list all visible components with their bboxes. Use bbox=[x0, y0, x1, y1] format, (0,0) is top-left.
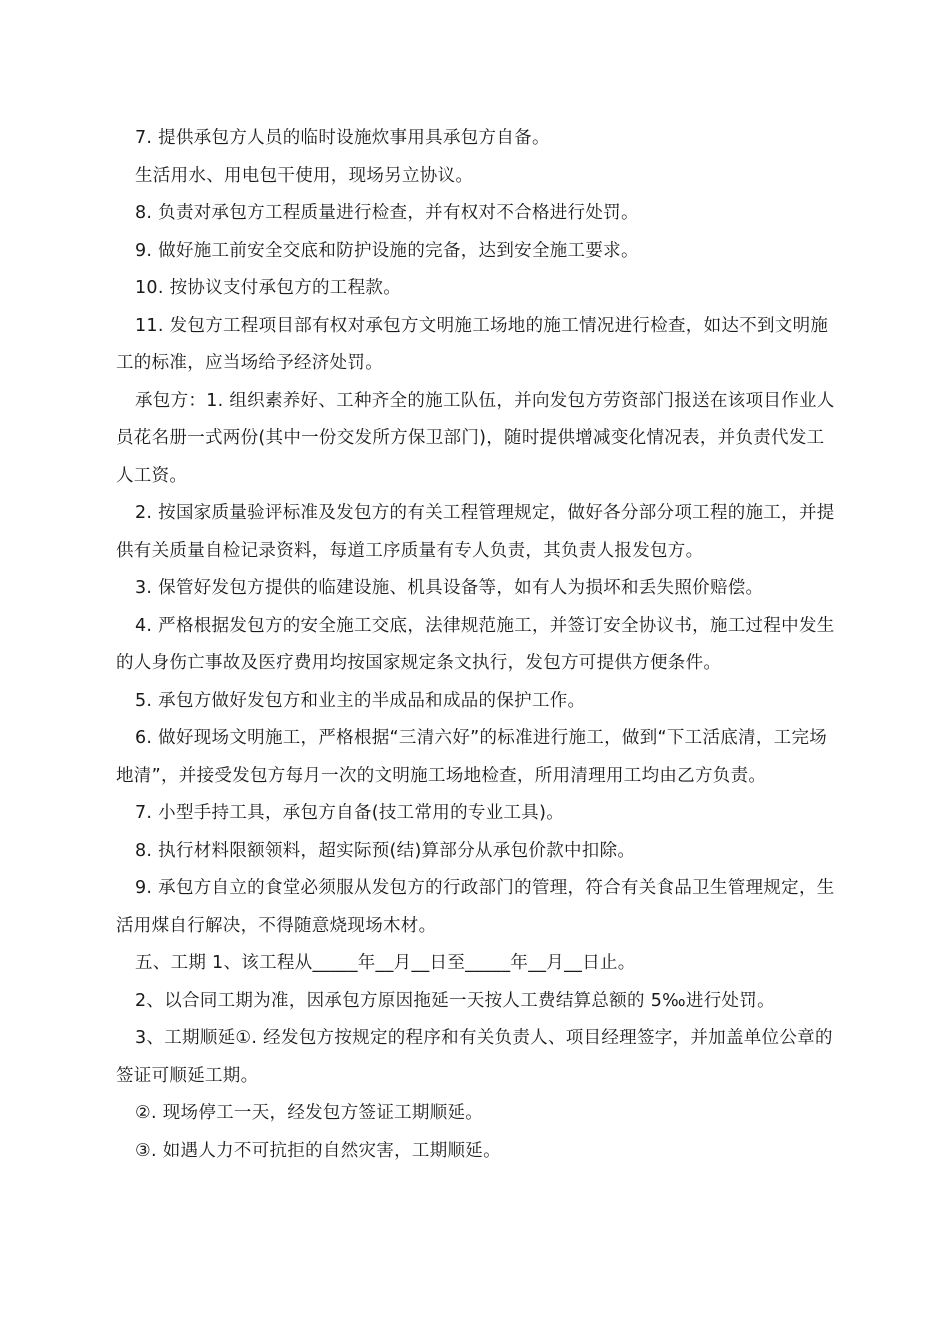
clause-8-quality-inspection: 8. 负责对承包方工程质量进行检查，并有权对不合格进行处罚。 bbox=[135, 203, 639, 223]
clause-11-site-inspection: 11. 发包方工程项目部有权对承包方文明施工场地的施工情况进行检查，如达不到文明施工的标准，应当场给予经济处罚。 bbox=[116, 315, 829, 373]
schedule-clause-2-delay-penalty: 2、以合同工期为准，因承包方原因拖延一天按人工费结算总额的 5‰进行处罚。 bbox=[135, 990, 775, 1011]
contractor-clause-5-protection: 5. 承包方做好发包方和业主的半成品和成品的保护工作。 bbox=[135, 690, 586, 711]
contractor-clause-6-civilized-site: 6. 做好现场文明施工，严格根据“三清六好”的标准进行施工，做到“下工活底清，工完场地清”，并接受发包方每月一次的文明施工场地检查，所用清理用工均由乙方负责。 bbox=[116, 728, 828, 786]
contractor-clause-7-tools: 7. 小型手持工具，承包方自备(技工常用的专业工具)。 bbox=[135, 803, 565, 823]
extension-item-2-stoppage: ②. 现场停工一天，经发包方签证工期顺延。 bbox=[135, 1103, 484, 1123]
contractor-clause-1-team: 承包方：1. 组织素养好、工种齐全的施工队伍，并向发包方劳资部门报送在该项目作业人员花名册一式两份(其中一份交发所方保卫部门)，随时提供增减变化情况表，并负责代发工人工资。 bbox=[116, 390, 835, 486]
clause-7-temporary-facilities: 7. 提供承包方人员的临时设施炊事用具承包方自备。 bbox=[135, 128, 550, 148]
contractor-clause-2-quality: 2. 按国家质量验评标准及发包方的有关工程管理规定，做好各分部分项工程的施工，并提供有关质量自检记录资料，每道工序质量有专人负责，其负责人报发包方。 bbox=[116, 503, 835, 561]
contractor-clause-9-canteen: 9. 承包方自立的食堂必须服从发包方的行政部门的管理，符合有关食品卫生管理规定，生活用煤自行解决，不得随意烧现场木材。 bbox=[116, 878, 835, 936]
clause-10-payment: 10. 按协议支付承包方的工程款。 bbox=[135, 278, 401, 298]
extension-item-3-force-majeure: ③. 如遇人力不可抗拒的自然灾害，工期顺延。 bbox=[135, 1140, 501, 1161]
contractor-clause-4-safety: 4. 严格根据发包方的安全施工交底，法律规范施工，并签订安全协议书，施工过程中发生的人身伤亡事故及医疗费用均按国家规定条文执行，发包方可提供方便条件。 bbox=[116, 615, 835, 673]
clause-9-safety-briefing: 9. 做好施工前安全交底和防护设施的完备，达到安全施工要求。 bbox=[135, 240, 639, 261]
document-body bbox=[116, 120, 836, 1170]
contractor-clause-3-custody: 3. 保管好发包方提供的临建设施、机具设备等，如有人为损坏和丢失照价赔偿。 bbox=[135, 578, 764, 598]
contractor-clause-8-materials: 8. 执行材料限额领料，超实际预(结)算部分从承包价款中扣除。 bbox=[135, 840, 636, 861]
schedule-clause-3-extension: 3、工期顺延①. 经发包方按规定的程序和有关负责人、项目经理签字，并加盖单位公章的签证可顺延工期。 bbox=[116, 1028, 833, 1086]
clause-water-electricity: 生活用水、用电包干使用，现场另立协议。 bbox=[135, 165, 474, 186]
section-5-schedule: 五、工期 1、该工程从_____年__月__日至_____年__月__日止。 bbox=[135, 953, 636, 973]
